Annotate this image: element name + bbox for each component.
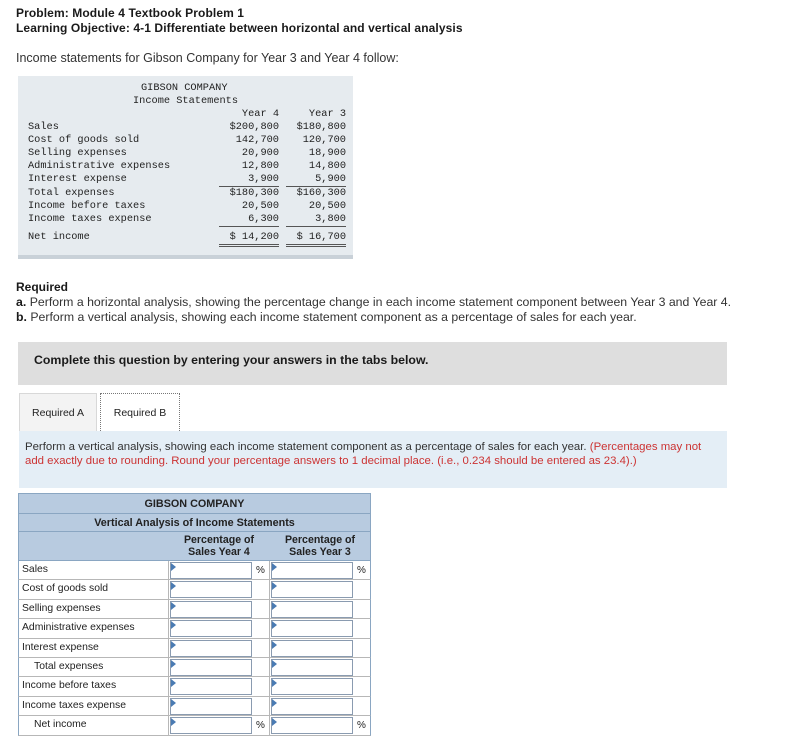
selling-expenses-year3-input[interactable] — [271, 601, 353, 618]
given-row-y4: $180,300 — [229, 187, 279, 199]
required-a-tag: a. — [16, 295, 27, 309]
given-row — [18, 134, 353, 147]
given-row-y4: 3,900 — [219, 173, 279, 187]
selling-expenses-year4-input[interactable] — [170, 601, 252, 618]
given-row — [18, 213, 353, 226]
col-header-year4-line1: Percentage of — [183, 534, 255, 546]
required-a — [16, 295, 731, 309]
given-row-y3: 120,700 — [302, 134, 346, 146]
instruction-text: Perform a vertical analysis, showing each income statement component as a percentage of sales for each year. — [25, 441, 587, 453]
table-row — [18, 600, 371, 619]
col-header-year3-line1: Percentage of — [284, 534, 356, 546]
income-taxes-year3-input[interactable] — [271, 698, 353, 715]
given-row-label: Income before taxes — [28, 200, 146, 212]
col-header-year3 — [272, 534, 368, 558]
row-label: Income before taxes — [22, 680, 117, 692]
percent-sign: % — [357, 565, 366, 576]
row-label: Administrative expenses — [22, 622, 135, 634]
given-row-y3: $160,300 — [296, 187, 346, 199]
table-row — [18, 561, 371, 580]
given-row-y4: 12,800 — [241, 160, 279, 172]
instruction-paragraph — [25, 441, 715, 468]
given-row-y3: 14,800 — [308, 160, 346, 172]
col-header-year4 — [171, 534, 267, 558]
cogs-year4-input[interactable] — [170, 581, 252, 598]
given-row-label: Administrative expenses — [28, 160, 171, 172]
given-row-label: Cost of goods sold — [28, 134, 140, 146]
given-row-y3: 18,900 — [308, 147, 346, 159]
income-taxes-year4-input[interactable] — [170, 698, 252, 715]
table-header — [18, 493, 371, 561]
given-title: Income Statements — [133, 95, 239, 107]
net-income-year3-input[interactable] — [271, 717, 353, 734]
percent-sign: % — [357, 720, 366, 732]
learning-objective: Learning Objective: 4-1 Differentiate between horizontal and vertical analysis — [16, 21, 463, 35]
row-label: Total expenses — [34, 660, 104, 672]
admin-expenses-year3-input[interactable] — [271, 620, 353, 637]
row-label: Sales — [22, 564, 48, 575]
instruction-hint: (Percentages may not add exactly due to rounding. Round your percentage answers to 1 decimal place. (i.e., 0.234 should be entered as 23.4).) — [25, 441, 702, 467]
table-row — [18, 658, 371, 677]
intro-text: Income statements for Gibson Company for Year 3 and Year 4 follow: — [16, 51, 399, 65]
table-row — [18, 716, 371, 735]
required-heading: Required — [16, 280, 69, 294]
complete-banner — [18, 342, 727, 385]
given-row-label: Income taxes expense — [28, 213, 152, 225]
percent-sign: % — [256, 565, 265, 576]
income-before-taxes-year3-input[interactable] — [271, 678, 353, 695]
given-row-y4: $ 14,200 — [219, 231, 279, 247]
row-label: Interest expense — [22, 641, 99, 653]
tab-required-a[interactable]: Required A — [19, 393, 97, 431]
required-b-tag: b. — [16, 310, 27, 324]
given-row-y4: 20,900 — [241, 147, 279, 159]
col-header-year4-line2: Sales Year 4 — [188, 546, 250, 558]
given-row-y3: 5,900 — [286, 173, 346, 187]
cogs-year3-input[interactable] — [271, 581, 353, 598]
given-row — [18, 187, 353, 200]
row-label: Selling expenses — [22, 602, 101, 614]
given-income-statement — [18, 76, 353, 259]
admin-expenses-year4-input[interactable] — [170, 620, 252, 637]
given-row-y4: $200,800 — [229, 121, 279, 133]
complete-banner-text: Complete this question by entering your answers in the tabs below. — [34, 353, 429, 367]
sales-year3-input[interactable] — [271, 562, 353, 579]
total-expenses-year4-input[interactable] — [170, 659, 252, 676]
given-row-y3: $ 16,700 — [286, 231, 346, 247]
vertical-analysis-table — [18, 493, 371, 736]
given-row — [18, 147, 353, 160]
given-row — [18, 121, 353, 134]
row-label: Income taxes expense — [22, 699, 126, 711]
table-row — [18, 580, 371, 599]
given-row-label: Sales — [28, 121, 59, 133]
given-row-label: Interest expense — [28, 173, 127, 185]
given-row-label: Selling expenses — [28, 147, 127, 159]
given-row-y4: 142,700 — [235, 134, 279, 146]
required-a-text: Perform a horizontal analysis, showing the percentage change in each income statement component between Year 3 and Year 4. — [29, 295, 732, 309]
required-b — [16, 310, 637, 324]
given-row-y4: 20,500 — [241, 200, 279, 212]
given-row-y3: 3,800 — [286, 213, 346, 227]
instruction-panel — [19, 431, 727, 488]
table-column-headers — [19, 532, 370, 560]
table-row — [18, 697, 371, 716]
problem-title: Problem: Module 4 Textbook Problem 1 — [16, 6, 245, 20]
given-row — [18, 231, 353, 244]
income-before-taxes-year4-input[interactable] — [170, 678, 252, 695]
given-row-y4: 6,300 — [219, 213, 279, 227]
sales-year4-input[interactable] — [170, 562, 252, 579]
table-row — [18, 619, 371, 638]
given-row-label: Net income — [28, 231, 90, 243]
given-row-y3: $180,800 — [296, 121, 346, 133]
given-row — [18, 160, 353, 173]
required-b-text: Perform a vertical analysis, showing each income statement component as a percentage of sales for each year. — [30, 310, 637, 324]
table-company-name: GIBSON COMPANY — [19, 494, 370, 514]
given-col-year4: Year 4 — [241, 108, 279, 120]
given-row-label: Total expenses — [28, 187, 115, 199]
net-income-year4-input[interactable] — [170, 717, 252, 734]
given-row — [18, 173, 353, 186]
percent-sign: % — [256, 720, 265, 732]
table-row — [18, 639, 371, 658]
table-row — [18, 677, 371, 696]
table-title: Vertical Analysis of Income Statements — [19, 514, 370, 532]
row-label: Net income — [34, 719, 87, 731]
given-row-y3: 20,500 — [308, 200, 346, 212]
given-company-name: GIBSON COMPANY — [141, 82, 228, 94]
row-label: Cost of goods sold — [22, 583, 109, 595]
given-row — [18, 200, 353, 213]
total-expenses-year3-input[interactable] — [271, 659, 353, 676]
given-col-year3: Year 3 — [308, 108, 346, 120]
col-header-year3-line2: Sales Year 3 — [289, 546, 351, 558]
interest-expense-year4-input[interactable] — [170, 640, 252, 657]
interest-expense-year3-input[interactable] — [271, 640, 353, 657]
tab-required-b[interactable]: Required B — [100, 393, 180, 431]
